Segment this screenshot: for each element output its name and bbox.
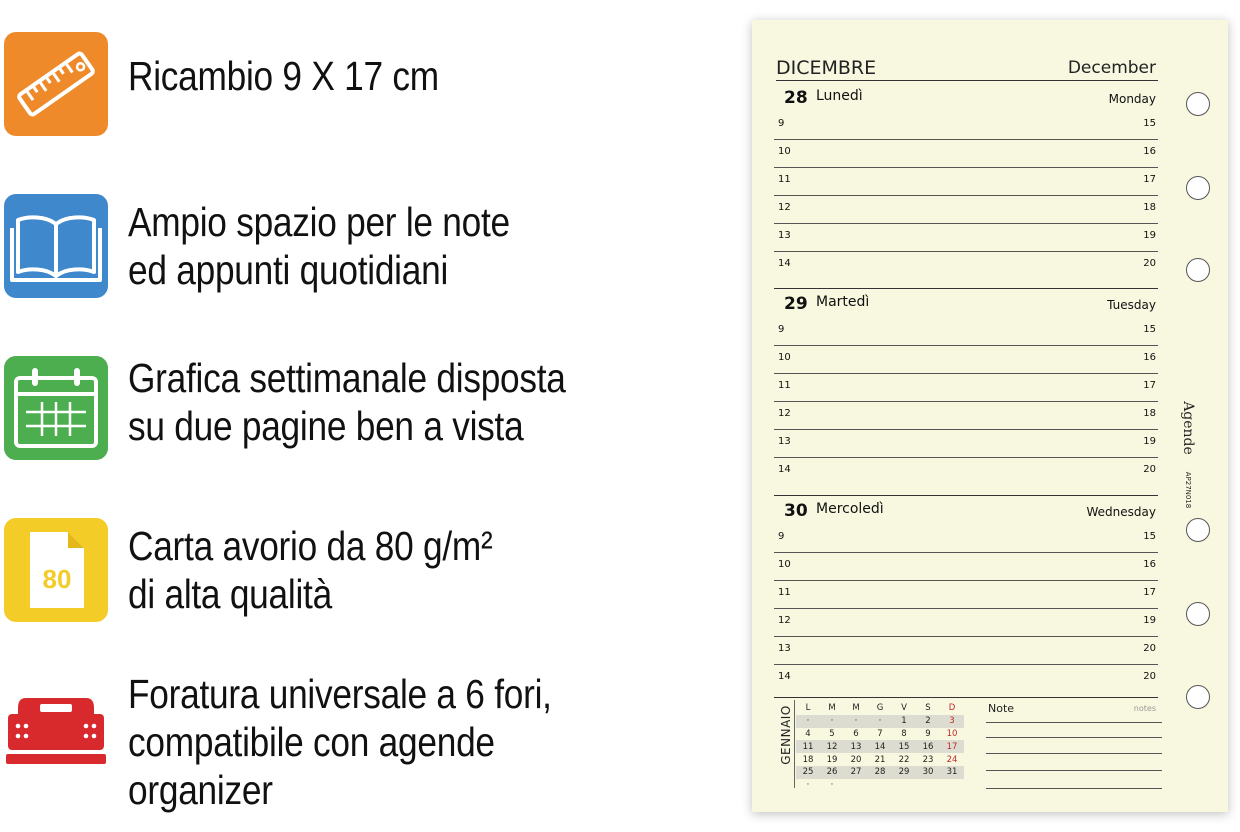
ruler-icon — [4, 32, 108, 136]
hour-right: 20 — [1143, 258, 1156, 269]
calendar-day: 13 — [844, 740, 868, 753]
feature-line: di alta qualità — [128, 571, 332, 617]
hour-row — [774, 318, 1158, 346]
calendar-day: 20 — [850, 754, 862, 765]
hour-row — [774, 665, 1158, 693]
hour-left: 9 — [778, 531, 785, 542]
calendar-day: 29 — [892, 766, 916, 779]
hour-rows — [774, 525, 1158, 693]
hour-row — [774, 553, 1158, 581]
calendar-day: 8 — [901, 728, 907, 739]
note-line — [986, 753, 1162, 754]
hour-right: 16 — [1143, 352, 1156, 363]
punch-hole — [1186, 685, 1210, 709]
day-separator — [774, 495, 1158, 496]
note-line — [986, 737, 1162, 738]
calendar-day: 18 — [802, 754, 814, 765]
hour-right: 19 — [1143, 436, 1156, 447]
calendar-day: 12 — [820, 740, 844, 753]
calendar-day: 5 — [829, 728, 835, 739]
calendar-day: 4 — [805, 728, 811, 739]
paper-badge: 80 — [42, 564, 72, 594]
calendar-day: · — [868, 715, 892, 728]
hour-row — [774, 430, 1158, 458]
weekday-header: S — [925, 703, 931, 714]
feature-size — [4, 32, 704, 142]
day-name-italian: Lunedì — [816, 88, 863, 104]
calendar-day: 19 — [826, 754, 838, 765]
calendar-day: 23 — [922, 754, 934, 765]
hole-punch-icon — [4, 684, 108, 788]
weekday-header: L — [805, 703, 811, 714]
hour-row — [774, 168, 1158, 196]
hour-right: 15 — [1143, 324, 1156, 335]
day-number: 30 — [784, 501, 808, 521]
weekday-header: M — [828, 703, 836, 714]
feature-line: Carta avorio da 80 g/m² — [128, 523, 493, 569]
calendar-day: 16 — [916, 740, 940, 753]
calendar-day: 3 — [940, 715, 964, 728]
calendar-day: 31 — [940, 766, 964, 779]
hour-left: 13 — [778, 643, 791, 654]
hour-row — [774, 637, 1158, 665]
hour-right: 19 — [1143, 230, 1156, 241]
hour-left: 11 — [778, 380, 791, 391]
punch-hole — [1186, 92, 1210, 116]
hour-row — [774, 252, 1158, 280]
calendar-day: 25 — [796, 766, 820, 779]
notes-title: Note — [988, 702, 1015, 715]
hour-left: 11 — [778, 587, 791, 598]
calendar-day: 9 — [925, 728, 931, 739]
brand-mark — [1176, 386, 1200, 509]
hour-row — [774, 581, 1158, 609]
calendar-day — [916, 779, 940, 792]
calendar-day: 7 — [877, 728, 883, 739]
calendar-day: 14 — [868, 740, 892, 753]
calendar-day: · — [796, 715, 820, 728]
product-code: AP27N018 — [1184, 471, 1192, 509]
calendar-day: · — [806, 780, 810, 791]
hour-left: 10 — [778, 146, 791, 157]
feature-paper — [4, 518, 704, 628]
feature-holes-text — [128, 670, 552, 814]
feature-line: Grafica settimanale disposta — [128, 355, 566, 401]
note-line — [986, 770, 1162, 771]
hour-right: 18 — [1143, 408, 1156, 419]
hour-row — [774, 458, 1158, 486]
calendar-day — [940, 779, 964, 792]
calendar-day: · — [844, 715, 868, 728]
hour-rows — [774, 318, 1158, 486]
hour-right: 18 — [1143, 202, 1156, 213]
day-name-italian: Martedì — [816, 294, 870, 310]
calendar-day: 26 — [820, 766, 844, 779]
feature-line: ed appunti quotidiani — [128, 247, 449, 293]
day-name-english: Tuesday — [1107, 298, 1156, 312]
calendar-day: 1 — [892, 715, 916, 728]
calendar-day: 28 — [868, 766, 892, 779]
hour-left: 14 — [778, 258, 791, 269]
calendar-day — [892, 779, 916, 792]
day-name-english: Monday — [1108, 92, 1156, 106]
weekday-header: V — [901, 703, 907, 714]
hour-right: 17 — [1143, 174, 1156, 185]
weekday-header: M — [852, 703, 860, 714]
calendar-day: 30 — [916, 766, 940, 779]
hour-left: 11 — [778, 174, 791, 185]
hour-row — [774, 346, 1158, 374]
hour-right: 15 — [1143, 531, 1156, 542]
note-line — [986, 722, 1162, 723]
hour-right: 17 — [1143, 587, 1156, 598]
hour-right: 20 — [1143, 464, 1156, 475]
hour-row — [774, 402, 1158, 430]
calendar-day: 6 — [853, 728, 859, 739]
mini-calendar-grid — [796, 702, 964, 792]
hour-right: 20 — [1143, 671, 1156, 682]
paper-80-icon — [4, 518, 108, 622]
day-number: 28 — [784, 88, 808, 108]
hour-row — [774, 112, 1158, 140]
day-separator — [774, 697, 1158, 698]
feature-notes — [4, 194, 704, 304]
day-separator — [774, 288, 1158, 289]
feature-holes — [4, 671, 704, 813]
calendar-day: 11 — [796, 740, 820, 753]
feature-notes-text — [128, 198, 510, 294]
hour-right: 16 — [1143, 559, 1156, 570]
hour-row — [774, 525, 1158, 553]
month-header — [776, 57, 1158, 81]
feature-layout — [4, 356, 704, 466]
hour-right: 17 — [1143, 380, 1156, 391]
feature-line: Ampio spazio per le note — [128, 199, 510, 245]
hour-rows — [774, 112, 1158, 280]
calendar-day — [844, 779, 868, 792]
hour-right: 15 — [1143, 118, 1156, 129]
day-name-english: Wednesday — [1086, 505, 1156, 519]
calendar-day: 24 — [946, 754, 958, 765]
calendar-day: 2 — [916, 715, 940, 728]
hour-left: 13 — [778, 436, 791, 447]
hour-left: 13 — [778, 230, 791, 241]
day-name-italian: Mercoledì — [816, 501, 884, 517]
punch-hole — [1186, 602, 1210, 626]
punch-hole — [1186, 258, 1210, 282]
hour-left: 9 — [778, 324, 785, 335]
hour-left: 14 — [778, 464, 791, 475]
hour-row — [774, 224, 1158, 252]
day-number: 29 — [784, 294, 808, 314]
hour-right: 19 — [1143, 615, 1156, 626]
calendar-day: 21 — [874, 754, 886, 765]
feature-line: Ricambio 9 X 17 cm — [128, 53, 439, 99]
calendar-day: 27 — [844, 766, 868, 779]
feature-paper-text — [128, 522, 492, 618]
calendar-day: · — [830, 780, 834, 791]
weekday-header: G — [876, 703, 884, 714]
calendar-day: 10 — [946, 728, 958, 739]
note-line — [986, 788, 1162, 789]
feature-line: Foratura universale a 6 fori, — [128, 671, 552, 717]
month-title-english: December — [1067, 58, 1156, 78]
hour-row — [774, 609, 1158, 637]
hour-left: 12 — [778, 408, 791, 419]
hour-right: 16 — [1143, 146, 1156, 157]
month-title-italian: DICEMBRE — [776, 57, 877, 79]
hour-left: 9 — [778, 118, 785, 129]
calendar-day — [868, 779, 892, 792]
weekday-header: D — [948, 703, 956, 714]
hour-left: 10 — [778, 352, 791, 363]
feature-line: organizer — [128, 767, 273, 813]
hour-left: 12 — [778, 615, 791, 626]
feature-size-text — [128, 52, 439, 100]
calendar-day: 22 — [898, 754, 910, 765]
hour-right: 20 — [1143, 643, 1156, 654]
calendar-day: · — [820, 715, 844, 728]
mini-calendar-month: GENNAIO — [779, 705, 793, 765]
open-book-icon — [4, 194, 108, 298]
feature-line: su due pagine ben a vista — [128, 403, 524, 449]
calendar-icon — [4, 356, 108, 460]
hour-left: 10 — [778, 559, 791, 570]
hour-left: 12 — [778, 202, 791, 213]
hour-row — [774, 196, 1158, 224]
feature-line: compatibile con agende — [128, 719, 495, 765]
feature-layout-text — [128, 354, 566, 450]
punch-hole — [1186, 176, 1210, 200]
mini-calendar — [774, 700, 964, 790]
brand-logo: Agende — [1180, 401, 1196, 455]
notes-subtitle: notes — [1133, 704, 1156, 713]
planner-page — [752, 20, 1228, 812]
hour-row — [774, 374, 1158, 402]
mini-calendar-divider — [794, 700, 795, 788]
hour-left: 14 — [778, 671, 791, 682]
calendar-day: 15 — [892, 740, 916, 753]
calendar-day: 17 — [940, 740, 964, 753]
hour-row — [774, 140, 1158, 168]
